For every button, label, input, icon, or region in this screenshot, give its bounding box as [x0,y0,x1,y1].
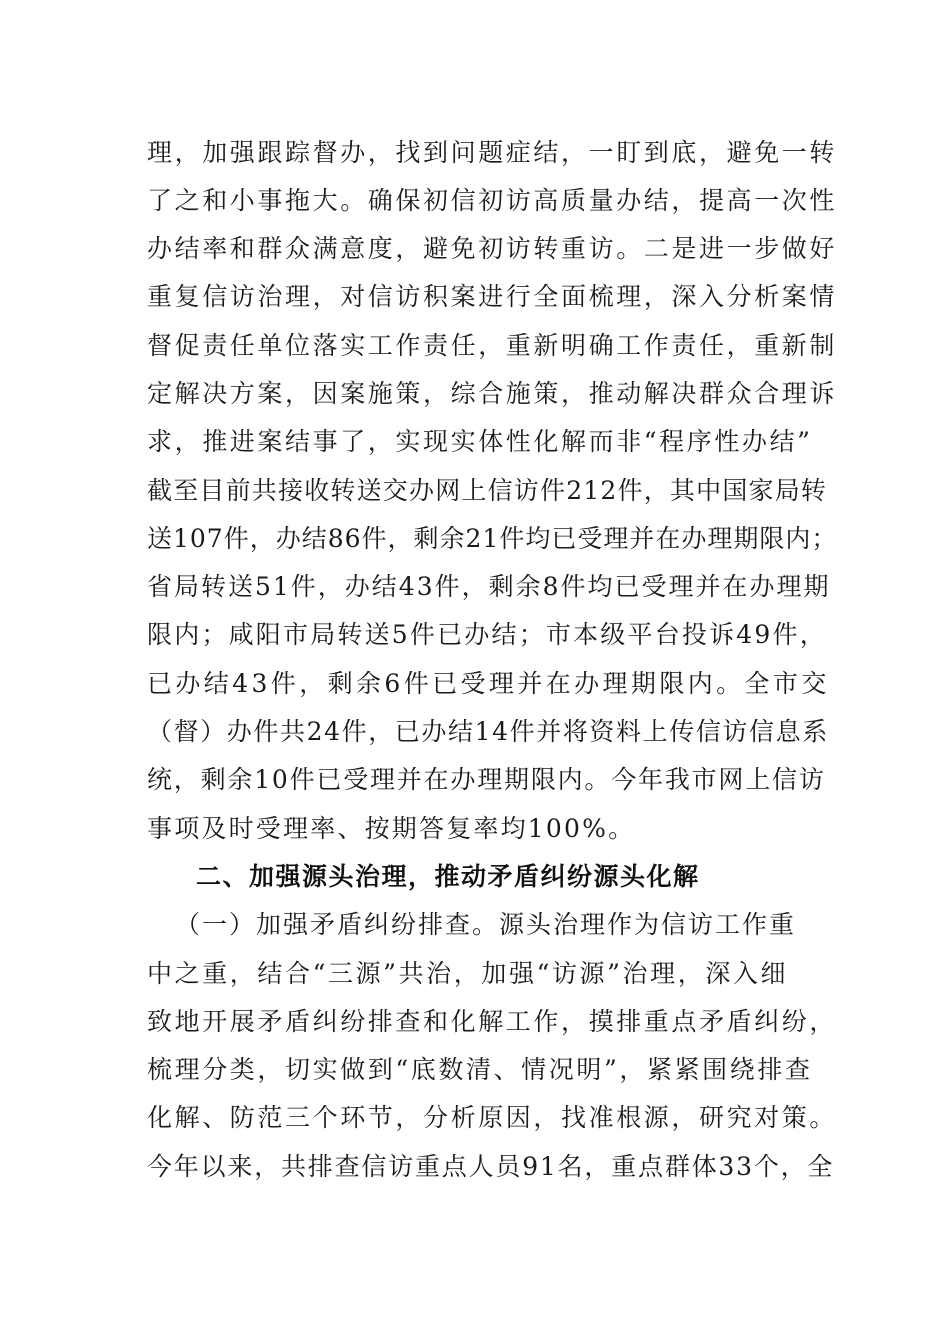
body-line: （一）加强矛盾纠纷排查。源头治理作为信访工作重 [175,910,797,939]
body-line: 中之重，结合“三源”共治，加强“访源”治理，深入细 [147,959,789,988]
body-line: 办结率和群众满意度，避免初访转重访。二是进一步做好 [147,234,838,263]
body-line: 理，加强跟踪督办，找到问题症结，一盯到底，避免一转 [147,138,838,167]
body-line: 事项及时受理率、按期答复率均100%。 [147,814,636,843]
body-line: 已办结43件，剩余6件已受理并在办理期限内。全市交 [147,669,830,698]
body-line: 统，剩余10件已受理并在办理期限内。今年我市网上信访 [147,765,826,794]
body-line: 截至目前共接收转送交办网上信访件212件，其中国家局转 [147,476,828,505]
body-line: 化解、防范三个环节，分析原因，找准根源，研究对策。 [147,1103,838,1132]
body-line: （督）办件共24件，已办结14件并将资料上传信访信息系 [147,717,829,746]
body-line: 省局转送51件，办结43件，剩余8件均已受理并在办理期 [147,572,831,601]
body-line: 送107件，办结86件，剩余21件均已受理并在办理期限内； [147,524,838,553]
body-line: 致地开展矛盾纠纷排查和化解工作，摸排重点矛盾纠纷， [147,1007,838,1036]
body-line: 限内；咸阳市局转送5件已办结；市本级平台投诉49件， [147,620,827,649]
body-line: 今年以来，共排查信访重点人员91名，重点群体33个，全 [147,1152,835,1181]
body-line: 重复信访治理，对信访积案进行全面梳理，深入分析案情 [147,282,838,311]
body-line: 求，推进案结事了，实现实体性化解而非“程序性办结” [147,427,813,456]
body-line: 定解决方案，因案施策，综合施策，推动解决群众合理诉 [147,379,838,408]
body-line: 督促责任单位落实工作责任，重新明确工作责任，重新制 [147,331,838,360]
body-line: 了之和小事拖大。确保初信初访高质量办结，提高一次性 [147,186,838,215]
body-line: 梳理分类，切实做到“底数清、情况明”，紧紧围绕排查 [147,1055,813,1084]
section-heading: 二、加强源头治理，推动矛盾纠纷源头化解 [196,862,700,891]
